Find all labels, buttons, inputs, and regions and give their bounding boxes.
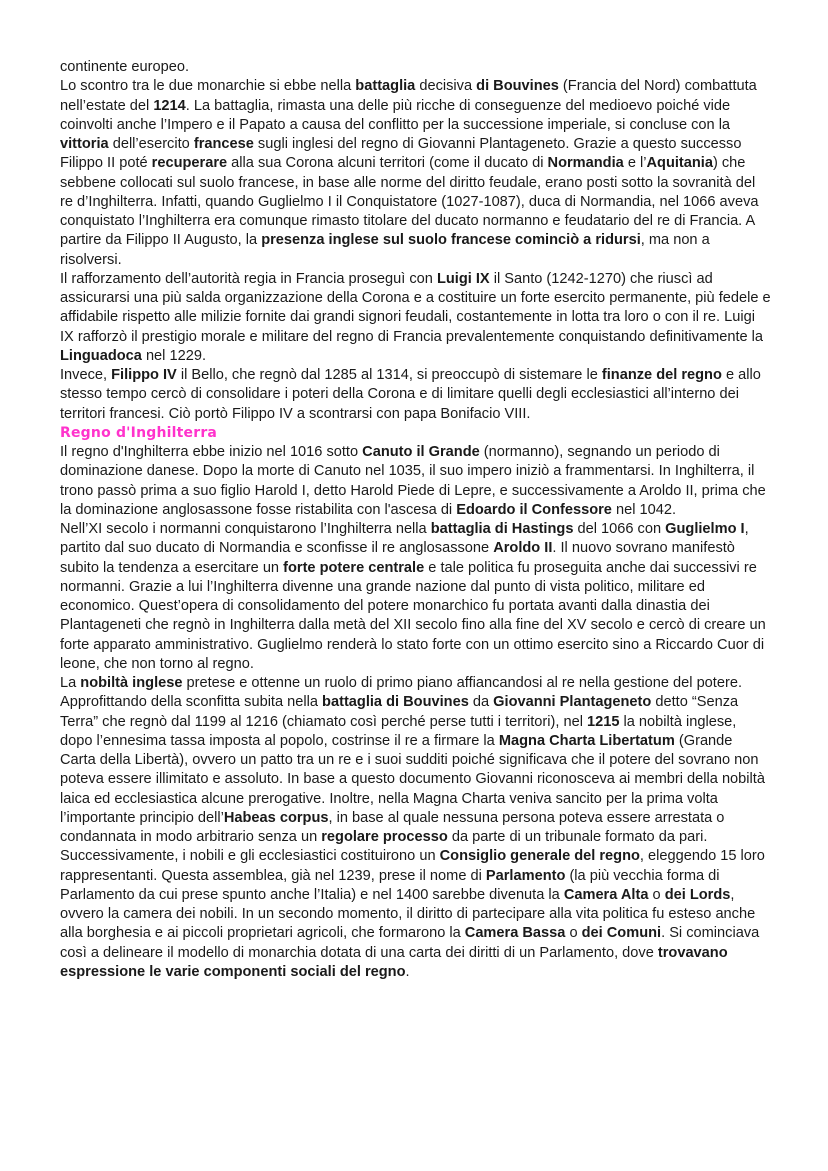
bold-text: Giovanni Plantageneto	[493, 694, 652, 711]
bold-text: Aquitania	[646, 155, 713, 172]
bold-text: Camera Bassa	[464, 925, 566, 942]
text-run: , ma non a risolversi.	[60, 232, 710, 268]
text-run: Il rafforzamento dell’autorità regia in Francia proseguì con	[60, 270, 437, 287]
text-run: , in base al quale nessuna persona poteva essere arrestata o condannata in modo arbitrario senza un	[60, 809, 725, 845]
bold-text: presenza inglese sul suolo francese cominciò a ridursi	[261, 232, 641, 249]
text-run: e l’	[623, 155, 647, 172]
text-run: (Grande Carta della Libertà), ovvero un patto tra un re e i suoi sudditi poiché significava che il potere del sovrano non poteva essere illimitato e assoluto. In base a questo documento Giovanni riconosceva ai membri della nobiltà laica ed ecclesiastica alcune prerogative. Inoltre, nella Magna Charta veniva sancito per la prima volta l’importante principio dell’	[60, 732, 765, 826]
text-run: . La battaglia, rimasta una delle più ricche di conseguenze del medioevo poiché vide coinvolti anche l’Impero e il Papato a causa del conflitto per la successione imperiale, si concluse con la	[60, 97, 731, 133]
bold-text: Normandia	[547, 155, 624, 172]
paragraph	[60, 520, 772, 674]
bold-text: Filippo IV	[111, 367, 177, 383]
text-run: Invece,	[60, 367, 112, 383]
text-run: del 1066 con	[573, 521, 666, 537]
text-run: Nell’XI secolo i normanni conquistarono l’Inghilterra nella	[60, 521, 431, 537]
bold-text: trovavano espressione le varie componenti sociali del regno	[60, 944, 728, 980]
text-run: (Francia del Nord) combattuta nell’estate del	[60, 78, 757, 114]
section-england	[60, 443, 772, 982]
bold-text: regolare processo	[321, 829, 448, 845]
paragraph	[60, 674, 772, 982]
text-run: ) che sebbene collocati sul suolo francese, in base alle norme del diritto feudale, erano posti sotto la sovranità del re d’Inghilterra. Infatti, quando Guglielmo I il Conquistatore (1027-1087), duca di Normandia, nel 1066 aveva conquistato l’Inghilterra era comunque rimasto titolare del ducato normanno e feudatario del re di Francia. A partire da Filippo II Augusto, la	[60, 155, 759, 249]
text-run: Lo scontro tra le due monarchie si ebbe nella	[60, 78, 356, 95]
text-run: nel 1042.	[611, 501, 677, 518]
text-run: , eleggendo 15 loro rappresentanti. Questa assemblea, già nel 1239, prese il nome di	[60, 848, 765, 884]
bold-text: finanze del regno	[601, 367, 722, 383]
text-run: nel 1229.	[141, 347, 206, 364]
text-run: .	[405, 963, 410, 980]
text-run: il Santo (1242-1270) che riuscì ad assicurarsi una più salda organizzazione della Corona e a costituire un forte esercito permanente, più fedele e affidabile rispetto alle milizie fornite dai grandi signori feudali, costantemente in lotta tra loro o con il re. Luigi IX rafforzò il prestigio morale e militare del regno di Francia prevalentemente conquistando definitivamente la	[60, 270, 771, 345]
text-run: Il regno d'Inghilterra ebbe inizio nel 1016 sotto	[60, 444, 363, 460]
bold-text: Aroldo II	[493, 540, 553, 557]
text-run: decisiva	[415, 78, 477, 95]
text-run: sugli inglesi del regno di Giovanni Plantageneto. Grazie a questo successo Filippo II poté	[60, 136, 742, 172]
text-run: , partito dal suo ducato di Normandia e sconfisse il re anglosassone	[60, 521, 749, 557]
text-run: il Bello, che regnò dal 1285 al 1314, si preoccupò di sistemare le	[176, 367, 602, 383]
text-run: e tale politica fu proseguita anche dai successivi re normanni. Grazie a lui l’Inghilterra divenne una grande nazione dal punto di vista politico, militare ed economico. Quest’opera di consolidamento del potere monarchico fu portata avanti dalla dinastia dei Plantageneti che regnò in Inghilterra dalla metà del XII secolo fino alla fine del XV secolo e cercò di creare un forte apparato amministrativo. Guglielmo renderà lo stato forte con un ottimo esercito sino a Riccardo Cuor di leone, che non torno al regno.	[60, 559, 766, 672]
text-run: o	[648, 886, 665, 903]
text-run: dell’esercito	[108, 136, 194, 152]
text-run: da parte di un tribunale formato da pari. Successivamente, i nobili e gli ecclesiastici costituirono un	[60, 829, 708, 865]
bold-text: nobiltà inglese	[80, 675, 183, 691]
paragraph	[60, 270, 772, 366]
text-run: o	[565, 925, 582, 942]
paragraph	[60, 366, 772, 424]
text-run: detto “Senza Terra” che regnò dal 1199 al 1216 (chiamato così perché perse tutti i territori), nel	[60, 694, 739, 730]
bold-text: battaglia	[355, 78, 416, 95]
text-run: . Si cominciava così a delineare il modello di monarchia dotata di una carta dei diritti di un Parlamento, dove	[60, 925, 760, 961]
text-run: , ovvero la camera dei nobili. In un secondo momento, il diritto di partecipare alla vita politica fu esteso anche alla borghesia e ai piccoli proprietari agricoli, che formarono la	[60, 886, 756, 942]
bold-text: Magna Charta Libertatum	[498, 732, 675, 749]
bold-text: dei Comuni	[581, 925, 662, 942]
text-run: la nobiltà inglese, dopo l’ennesima tassa imposta al popolo, costrinse il re a firmare la	[60, 713, 737, 749]
bold-text: Edoardo il Confessore	[456, 501, 612, 518]
bold-text: battaglia di Bouvines	[322, 694, 469, 711]
text-run: alla sua Corona alcuni territori (come il ducato di	[227, 155, 548, 172]
text-run: . Il nuovo sovrano manifestò subito la tendenza a esercitare un	[60, 540, 735, 576]
text-run: e allo stesso tempo cercò di consolidare i poteri della Corona e di limitare quelli degli ecclesiastici all’interno dei territori francesi. Ciò portò Filippo IV a scontrarsi con papa Bonifacio VIII.	[60, 367, 761, 422]
text-run: pretese e ottenne un ruolo di primo piano affiancandosi al re nella gestione del potere. Approfittando della sconfitta subita nella	[60, 675, 743, 711]
text-run: La	[60, 675, 81, 691]
text-run: (normanno), segnando un periodo di dominazione danese. Dopo la morte di Canuto nel 1035, il suo impero iniziò a frammentarsi. In Inghilterra, il trono passò prima a suo figlio Harold I, detto Harold Piede di Lepre, e successivamente a Aroldo II, prima che la dominazione anglosassone fosse ristabilita con l'ascesa di	[60, 444, 766, 518]
bold-text: Parlamento	[485, 867, 566, 884]
section-france	[60, 58, 772, 424]
text-run: (la più vecchia forma di Parlamento da cui prese spunto anche l’Italia) e nel 1400 sarebbe divenuta la	[60, 867, 720, 903]
bold-text: Linguadoca	[60, 347, 142, 364]
bold-text: Guglielmo I	[665, 521, 745, 537]
bold-text: francese	[193, 136, 254, 152]
bold-text: Habeas corpus	[223, 809, 329, 826]
bold-text: Luigi IX	[436, 270, 490, 287]
bold-text: di Bouvines	[476, 78, 559, 95]
bold-text: battaglia di Hastings	[430, 521, 574, 537]
bold-text: dei Lords	[664, 886, 731, 903]
bold-text: 1215	[587, 713, 620, 730]
paragraph	[60, 443, 772, 520]
paragraph	[60, 77, 772, 270]
paragraph	[60, 58, 772, 77]
text-run: da	[468, 694, 494, 711]
section-heading-england: Regno d'Inghilterra	[60, 424, 218, 441]
bold-text: Camera Alta	[563, 886, 649, 903]
bold-text: 1214	[153, 97, 186, 114]
bold-text: recuperare	[151, 155, 228, 172]
bold-text: forte potere centrale	[283, 559, 425, 576]
bold-text: vittoria	[60, 136, 109, 152]
bold-text: Consiglio generale del regno	[439, 848, 640, 865]
bold-text: Canuto il Grande	[362, 444, 480, 460]
text-run: continente europeo.	[60, 59, 190, 75]
